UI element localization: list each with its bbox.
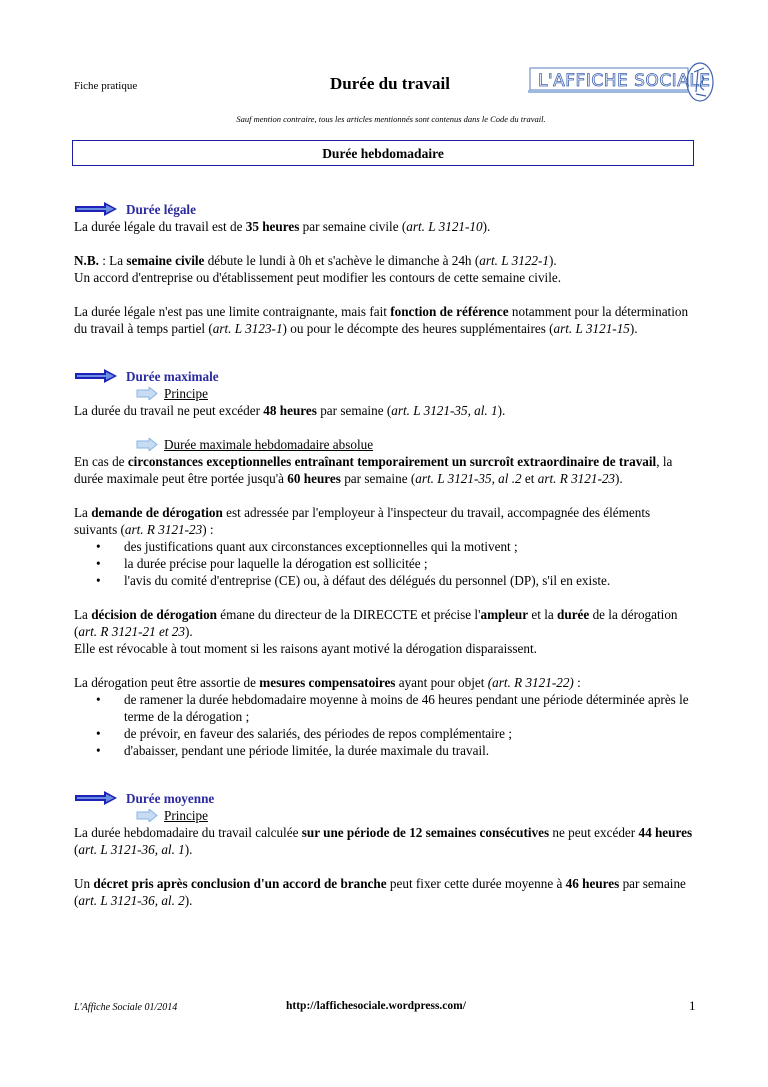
section-title: Durée légale xyxy=(126,201,196,217)
nota-bene: N.B. : La semaine civile débute le lundi à 0h et s'achève le dimanche à 24h (art. L 3122-1). xyxy=(74,253,557,268)
paragraph: Un décret pris après conclusion d'un accord de branche peut fixer cette durée moyenne à 46 heures par semaine (art. L 3121-36, al. 2). xyxy=(74,876,686,908)
arrow-right-icon xyxy=(74,791,118,805)
header-category: Fiche pratique xyxy=(74,80,138,92)
subsection-heading xyxy=(136,807,694,824)
arrow-right-icon xyxy=(136,387,158,400)
paragraph: La dérogation peut être assortie de mesures compensatoires ayant pour objet (art. R 3121-22) : xyxy=(74,675,581,690)
paragraph: La durée légale du travail est de 35 heures par semaine civile (art. L 3121-10). xyxy=(74,219,491,234)
list-item: • d'abaisser, pendant une période limitée, la durée maximale du travail. xyxy=(74,742,694,759)
footer-source: L'Affiche Sociale 01/2014 xyxy=(74,1002,178,1013)
subsection-heading xyxy=(136,385,694,402)
section-title: Durée maximale xyxy=(126,368,219,384)
arrow-right-icon xyxy=(74,369,118,383)
arrow-right-icon xyxy=(74,202,118,216)
paragraph: La durée du travail ne peut excéder 48 heures par semaine (art. L 3121-35, al. 1). xyxy=(74,403,506,418)
affiche-sociale-logo xyxy=(528,60,718,104)
subsection-label: Durée maximale hebdomadaire absolue xyxy=(164,437,374,452)
paragraph: Un accord d'entreprise ou d'établissement peut modifier les contours de cette semaine civile. xyxy=(74,270,562,285)
main-content xyxy=(74,200,694,909)
paragraph: La décision de dérogation émane du directeur de la DIRECCTE et précise l'ampleur et la durée de la dérogation (art. R 3121-21 et 23). xyxy=(74,607,678,639)
section-title: Durée moyenne xyxy=(126,790,215,806)
list-item: • de prévoir, en faveur des salariés, des périodes de repos complémentaire ; xyxy=(74,725,694,742)
list-item: • des justifications quant aux circonstances exceptionnelles qui la motivent ; xyxy=(74,538,694,555)
section-box-title: Durée hebdomadaire xyxy=(72,140,694,166)
section-heading-maximale xyxy=(74,367,694,385)
list-item: • de ramener la durée hebdomadaire moyenne à moins de 46 heures pendant une période déterminée après le terme de la dérogation ; xyxy=(74,691,694,725)
paragraph: En cas de circonstances exceptionnelles entraînant temporairement un surcroît extraordinaire de travail, la durée maximale peut être portée jusqu'à 60 heures par semaine (art. L 3121-35, al .2 et art. R 3121-23). xyxy=(74,454,673,486)
bullet-list xyxy=(74,691,694,759)
document-title: Durée du travail xyxy=(330,74,450,93)
page-number: 1 xyxy=(689,998,696,1013)
subsection-heading xyxy=(136,436,694,453)
bullet-list xyxy=(74,538,694,589)
svg-text:L'AFFICHE SOCIALE: L'AFFICHE SOCIALE xyxy=(538,71,711,91)
paragraph: La durée légale n'est pas une limite contraignante, mais fait fonction de référence notamment pour la détermination du travail à temps partiel (art. L 3123-1) ou pour le décompte des heures supplémentaires (art. L 3121-15). xyxy=(74,304,689,336)
paragraph: La demande de dérogation est adressée par l'employeur à l'inspecteur du travail, accompagnée des éléments suivants (art. R 3121-23) : xyxy=(74,505,651,537)
list-item: • la durée précise pour laquelle la dérogation est sollicitée ; xyxy=(74,555,694,572)
list-item: • l'avis du comité d'entreprise (CE) ou, à défaut des délégués du personnel (DP), s'il en existe. xyxy=(74,572,694,589)
section-heading-legale xyxy=(74,200,694,218)
section-heading-moyenne xyxy=(74,789,694,807)
subsection-label: Principe xyxy=(164,808,208,823)
paragraph: La durée hebdomadaire du travail calculée sur une période de 12 semaines consécutives ne peut excéder 44 heures (art. L 3121-36, al. 1). xyxy=(74,825,693,857)
arrow-right-icon xyxy=(136,809,158,822)
footer-url-link[interactable]: http://laffichesociale.wordpress.com/ xyxy=(286,1000,466,1012)
header-note: Sauf mention contraire, tous les articles mentionnés sont contenus dans le Code du travail. xyxy=(236,114,546,124)
paragraph: Elle est révocable à tout moment si les raisons ayant motivé la dérogation disparaissent. xyxy=(74,641,537,656)
arrow-right-icon xyxy=(136,438,158,451)
subsection-label: Principe xyxy=(164,386,208,401)
